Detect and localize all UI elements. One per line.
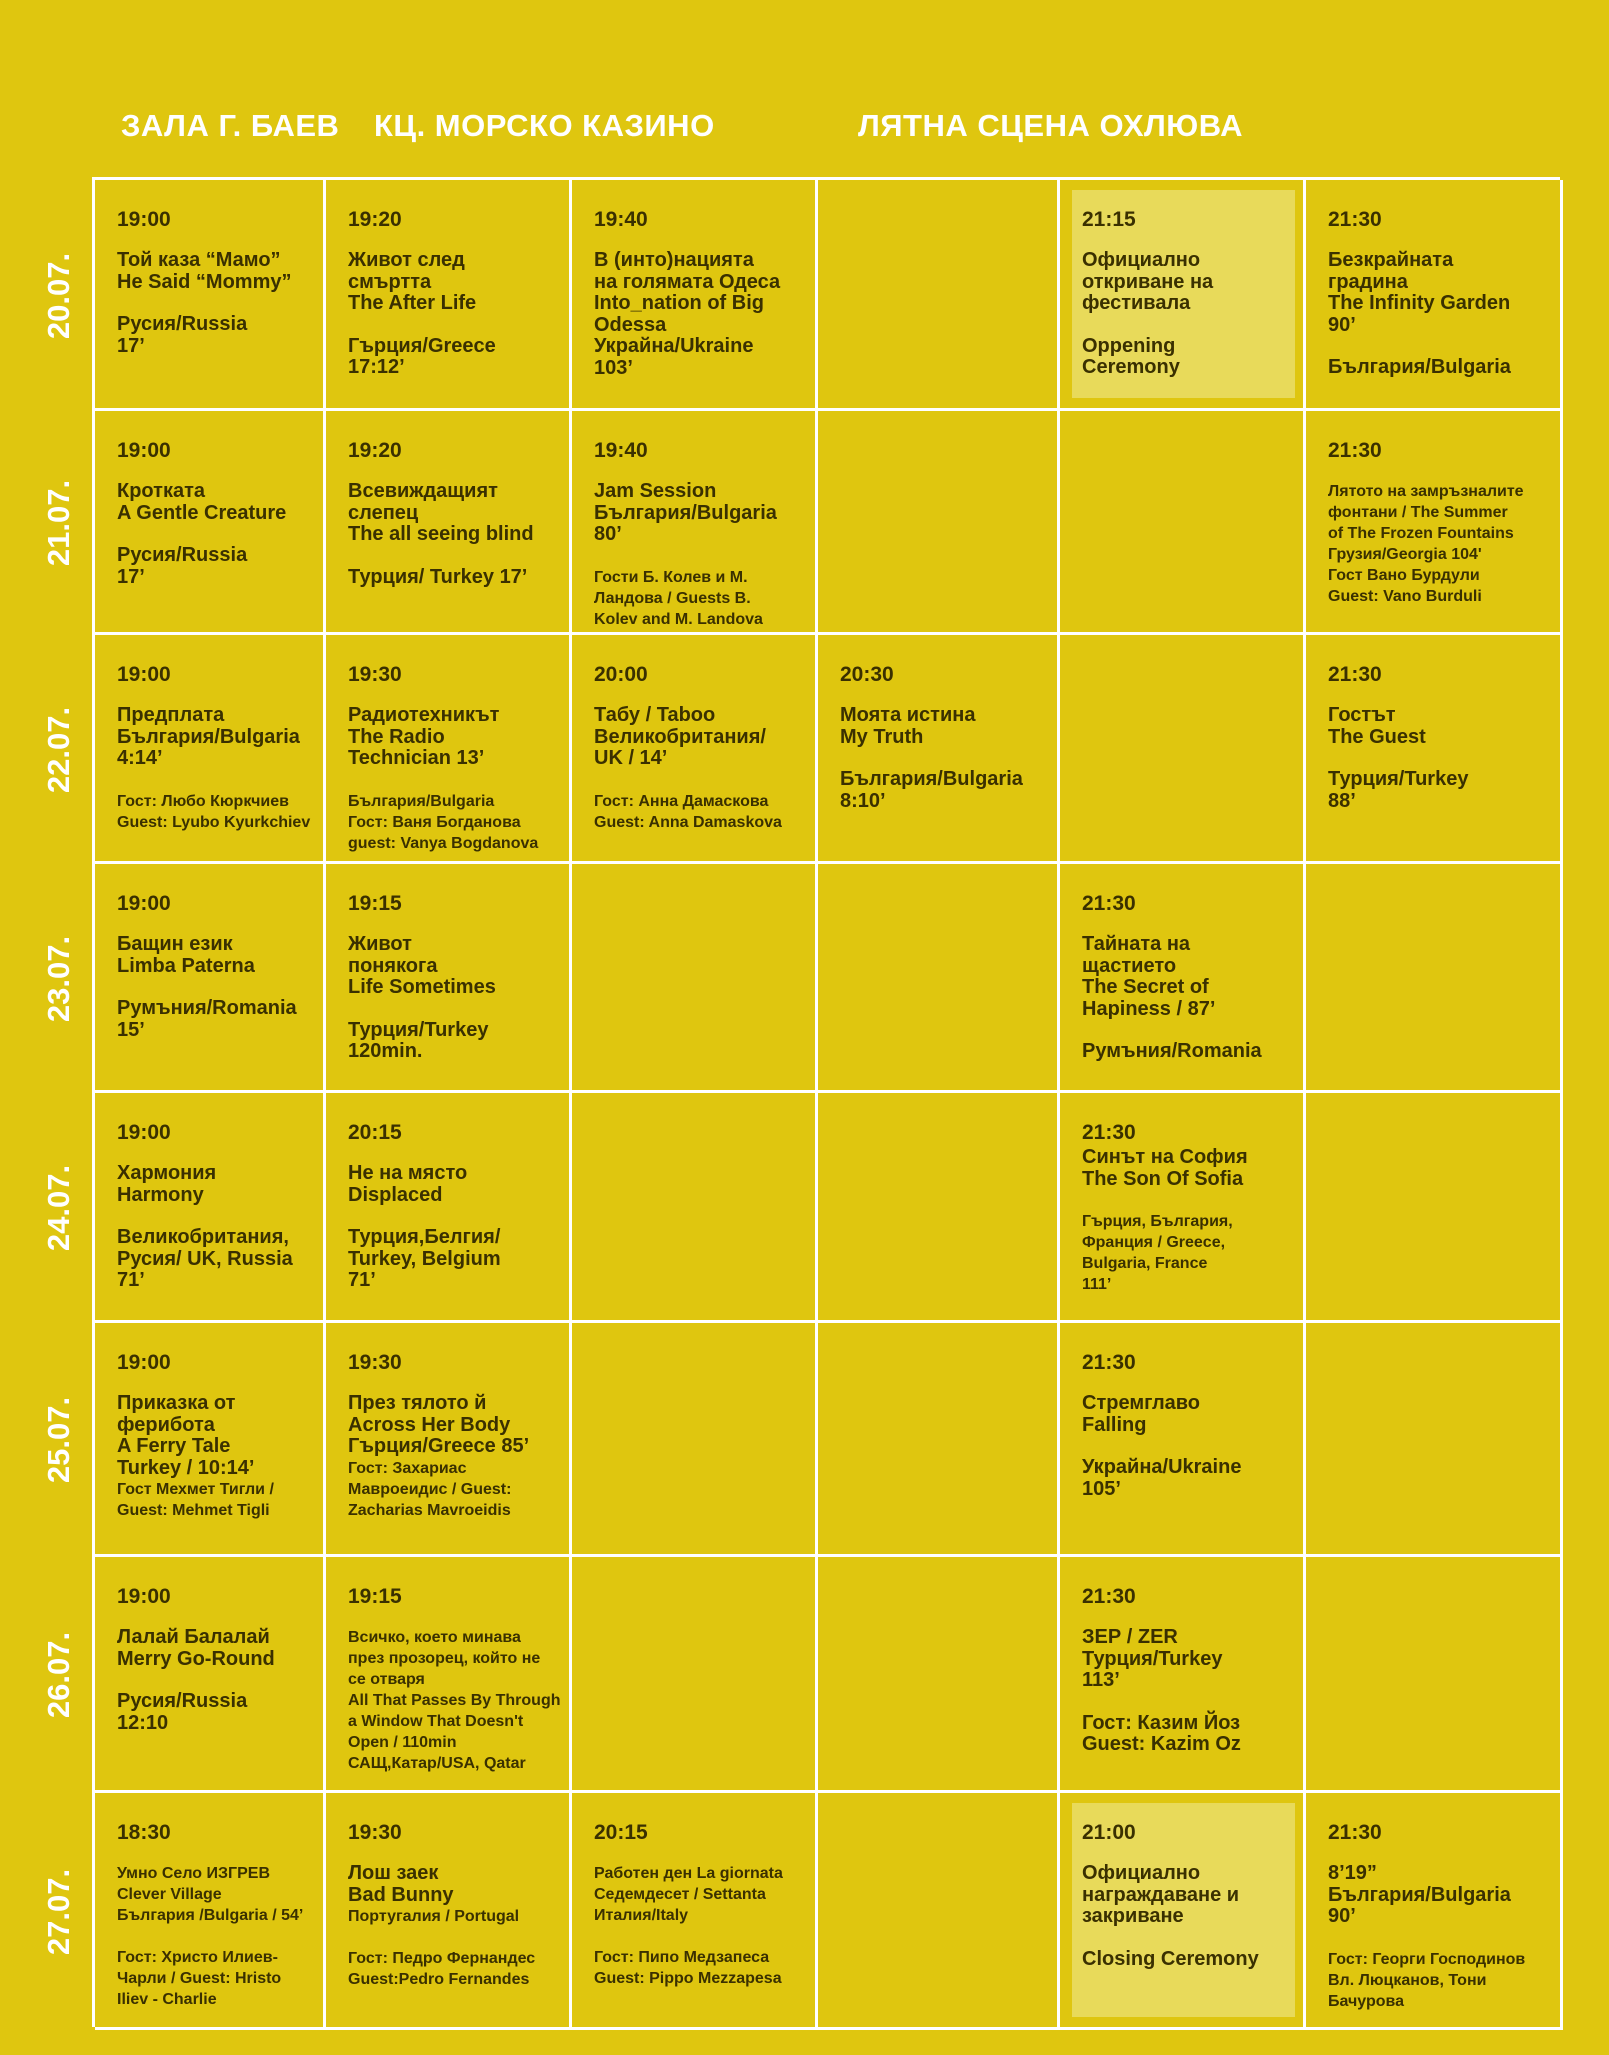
film-info: Синът на София The Son Of Sofia — [1082, 1146, 1248, 1190]
schedule-cell — [818, 635, 1060, 864]
venue-header-morsko-kazino: КЦ. МОРСКО КАЗИНО — [374, 108, 715, 143]
film-info: Официално награждаване и закриване — [1082, 1862, 1240, 1927]
film-details: Турция/ Turkey 17’ — [348, 565, 528, 588]
film-info: Табу / Taboo Великобритания/ UK / 14’ — [594, 704, 766, 769]
schedule-cell — [1060, 1323, 1306, 1557]
screening-time: 20:15 — [594, 1821, 648, 1844]
screening-time: 19:00 — [117, 1351, 171, 1374]
film-details: Турция/Turkey 88’ — [1328, 768, 1469, 812]
screening-time: 18:30 — [117, 1821, 171, 1844]
schedule-cell — [1306, 635, 1563, 864]
film-info: Лалай Балалай Merry Go-Round — [117, 1626, 275, 1670]
film-info: Гостът The Guest — [1328, 704, 1426, 748]
film-info: Официално откриване на фестивала — [1082, 249, 1214, 314]
film-info: Кротката A Gentle Creature — [117, 480, 287, 524]
schedule-cell — [1060, 1793, 1306, 2030]
film-details: Румъния/Romania — [1082, 1040, 1262, 1062]
date-label — [41, 1793, 77, 2030]
film-info: Стремглаво Falling — [1082, 1392, 1201, 1436]
empty-cell — [572, 864, 818, 1093]
screening-time: 19:00 — [117, 208, 171, 231]
film-details: България/Bulgaria 8:10’ — [840, 768, 1023, 812]
film-info: През тялото й Across Her Body Гърция/Greece 85’ — [348, 1392, 530, 1457]
screening-time: 21:30 — [1328, 439, 1382, 462]
empty-cell — [818, 1323, 1060, 1557]
schedule-cell — [1060, 864, 1306, 1093]
schedule-cell — [95, 180, 326, 411]
screening-time: 19:15 — [348, 892, 402, 915]
date-text: 26.07. — [41, 1631, 77, 1719]
film-info: 8’19” България/Bulgaria 90’ — [1328, 1862, 1511, 1927]
screening-time: 19:30 — [348, 663, 402, 686]
film-info: Моята истина My Truth — [840, 704, 976, 748]
film-details: Украйна/Ukraine 105’ — [1082, 1456, 1242, 1500]
date-text: 21.07. — [41, 479, 77, 567]
film-details: Гърция/Greece 17:12’ — [348, 334, 496, 378]
film-details: Гърция, България, Франция / Greece, Bulgaria, France 111’ — [1082, 1213, 1233, 1293]
venue-header-ohlyuva: ЛЯТНА СЦЕНА ОХЛЮВА — [858, 108, 1244, 143]
film-info: Всевиждащият слепец The all seeing blind — [348, 480, 534, 545]
film-details: Турция/Turkey 120min. — [348, 1018, 489, 1062]
schedule-cell — [1306, 180, 1563, 411]
film-details: Румъния/Romania 15’ — [117, 997, 297, 1041]
schedule-cell — [326, 411, 572, 635]
schedule-cell — [1060, 180, 1306, 411]
schedule-cell — [326, 1323, 572, 1557]
film-info: Тайната на щастието The Secret of Hapiness / 87’ — [1082, 933, 1216, 1020]
schedule-cell — [95, 1793, 326, 2030]
film-details: Португалия / Portugal — [348, 1908, 520, 1925]
schedule-cell — [95, 411, 326, 635]
date-text: 23.07. — [41, 935, 77, 1022]
film-info: Живот понякога Life Sometimes — [348, 933, 496, 998]
schedule-cell — [95, 1557, 326, 1793]
schedule-cell — [326, 1793, 572, 2030]
empty-cell — [572, 1557, 818, 1793]
film-info: Умно Село ИЗГРЕВ Clever Village България /Bulgaria / 54’ — [117, 1865, 304, 1924]
film-details: Closing Ceremony — [1082, 1947, 1259, 1970]
schedule-cell — [1060, 1093, 1306, 1323]
screening-time: 19:00 — [117, 892, 171, 915]
schedule-cell — [326, 864, 572, 1093]
empty-cell — [818, 864, 1060, 1093]
schedule-cell — [1306, 1793, 1563, 2030]
schedule-cell — [326, 635, 572, 864]
screening-time: 21:30 — [1328, 1821, 1382, 1844]
screening-time: 19:40 — [594, 208, 648, 231]
film-details: България/Bulgaria Гост: Ваня Богданова guest: Vanya Bogdanova — [348, 792, 539, 852]
film-details: Гости Б. Колев и М. Ландова / Guests B. Kolev and M. Landova — [594, 568, 763, 628]
screening-time: 21:30 — [1082, 1585, 1136, 1608]
schedule-cell — [572, 635, 818, 864]
empty-cell — [1060, 411, 1306, 635]
screening-time: 21:30 — [1082, 1121, 1136, 1144]
empty-cell — [1306, 1323, 1563, 1557]
film-info: Радиотехникът The Radio Technician 13’ — [348, 704, 500, 769]
film-info: Бащин език Limba Paterna — [117, 933, 255, 977]
screening-time: 21:15 — [1082, 208, 1136, 231]
film-info: Приказка от ферибота A Ferry Tale Turkey / 10:14’ — [117, 1392, 255, 1479]
film-details: Гост: Любо Кюркчиев Guest: Lyubo Kyurkchiev — [117, 792, 311, 831]
empty-cell — [818, 180, 1060, 411]
film-info: Той каза “Мамо” He Said “Mommy” — [117, 249, 292, 293]
schedule-cell — [326, 180, 572, 411]
film-details: Русия/Russia 12:10 — [117, 1690, 248, 1734]
film-info: Предплата България/Bulgaria 4:14’ — [117, 704, 300, 769]
date-label — [41, 1323, 77, 1557]
date-label — [41, 411, 77, 635]
film-info: Живот след смъртта The After Life — [348, 249, 477, 314]
empty-cell — [572, 1323, 818, 1557]
film-details: Гост: Анна Дамаскова Guest: Anna Damaskova — [594, 792, 782, 831]
schedule-cell — [1060, 1557, 1306, 1793]
date-text: 24.07. — [41, 1164, 77, 1252]
film-details: Гост: Пипо Медзапеса Guest: Pippo Mezzapesa — [594, 1949, 782, 1987]
date-label — [41, 1557, 77, 1793]
film-details: Турция,Белгия/ Turkey, Belgium 71’ — [348, 1226, 501, 1291]
film-info: Работен ден La giornata Седемдесет / Settanta Италия/Italy — [594, 1865, 783, 1924]
screening-time: 21:30 — [1082, 892, 1136, 915]
screening-time: 19:20 — [348, 439, 402, 462]
film-details: Гост: Христо Илиев- Чарли / Guest: Hristo Iliev - Charlie — [117, 1949, 282, 2008]
date-label — [41, 864, 77, 1093]
film-info: Не на място Displaced — [348, 1162, 468, 1206]
film-details: България/Bulgaria — [1328, 356, 1511, 378]
film-details: Гост: Казим Йоз Guest: Kazim Oz — [1082, 1711, 1241, 1755]
schedule-cell — [572, 180, 818, 411]
screening-time: 21:30 — [1328, 208, 1382, 231]
film-info: ЗЕР / ZER Турция/Turkey 113’ — [1082, 1626, 1223, 1691]
film-details: Гост Мехмет Тигли / Guest: Mehmet Tigli — [117, 1481, 274, 1519]
film-details: Гост: Педро Фернандес Guest:Pedro Fernandes — [348, 1950, 536, 1988]
schedule-cell — [1306, 411, 1563, 635]
schedule-cell — [326, 1557, 572, 1793]
schedule-cell — [95, 1323, 326, 1557]
screening-time: 19:15 — [348, 1585, 402, 1608]
date-text: 22.07. — [41, 706, 77, 793]
empty-cell — [1306, 1557, 1563, 1793]
film-info: Лош заек Bad Bunny — [348, 1862, 454, 1906]
date-text: 27.07. — [41, 1868, 77, 1955]
film-details: Oppening Ceremony — [1082, 334, 1180, 378]
screening-time: 19:00 — [117, 663, 171, 686]
film-details: Великобритания, Русия/ UK, Russia 71’ — [117, 1226, 293, 1291]
film-info: Хармония Harmony — [117, 1162, 217, 1206]
empty-cell — [818, 1093, 1060, 1323]
film-info: Лятото на замръзналите фонтани / The Summer of The Frozen Fountains Грузия/Georgia 104' Гост Вано Бурдули Guest: Vano Burduli — [1328, 483, 1524, 605]
date-text: 20.07. — [41, 252, 77, 339]
screening-time: 19:30 — [348, 1351, 402, 1374]
schedule-cell — [95, 864, 326, 1093]
schedule-cell — [572, 411, 818, 635]
screening-time: 19:40 — [594, 439, 648, 462]
screening-time: 20:15 — [348, 1121, 402, 1144]
screening-time: 19:00 — [117, 1585, 171, 1608]
date-label — [41, 180, 77, 411]
film-details: Гост: Захариас Мавроеидис / Guest: Zacharias Mavroeidis — [348, 1459, 512, 1519]
schedule-cell — [95, 635, 326, 864]
screening-time: 21:30 — [1082, 1351, 1136, 1374]
screening-time: 21:30 — [1328, 663, 1382, 686]
empty-cell — [818, 1557, 1060, 1793]
film-details: Русия/Russia 17’ — [117, 544, 248, 588]
film-info: Всичко, което минава през прозорец, който не се отваря All That Passes By Through a Window That Doesn't Open / 110min САЩ,Катар/USA, Qatar — [348, 1629, 561, 1772]
empty-cell — [572, 1093, 818, 1323]
date-label — [41, 635, 77, 864]
film-info: Безкрайната градина The Infinity Garden 90’ — [1328, 249, 1511, 336]
screening-time: 19:30 — [348, 1821, 402, 1844]
date-label — [41, 1093, 77, 1323]
schedule-cell — [326, 1093, 572, 1323]
screening-time: 21:00 — [1082, 1821, 1136, 1844]
screening-time: 19:00 — [117, 439, 171, 462]
empty-cell — [1306, 1093, 1563, 1323]
screening-time: 19:00 — [117, 1121, 171, 1144]
venue-header-baev: ЗАЛА Г. БАЕВ — [121, 108, 340, 143]
film-info: В (инто)нацията на голямата Одеса Into_nation of Big Odessa Украйна/Ukraine 103’ — [594, 249, 781, 379]
schedule-cell — [95, 1093, 326, 1323]
film-info: Jam Session България/Bulgaria 80’ — [594, 480, 777, 545]
film-details: Русия/Russia 17’ — [117, 313, 248, 357]
empty-cell — [818, 411, 1060, 635]
empty-cell — [1060, 635, 1306, 864]
date-text: 25.07. — [41, 1396, 77, 1484]
film-details: Гост: Георги Господинов Вл. Люцканов, Тони Бачурова — [1328, 1950, 1526, 2010]
schedule-cell — [572, 1793, 818, 2030]
screening-time: 19:20 — [348, 208, 402, 231]
schedule-grid — [92, 177, 1560, 2027]
screening-time: 20:30 — [840, 663, 894, 686]
screening-time: 20:00 — [594, 663, 648, 686]
empty-cell — [1306, 864, 1563, 1093]
empty-cell — [818, 1793, 1060, 2030]
